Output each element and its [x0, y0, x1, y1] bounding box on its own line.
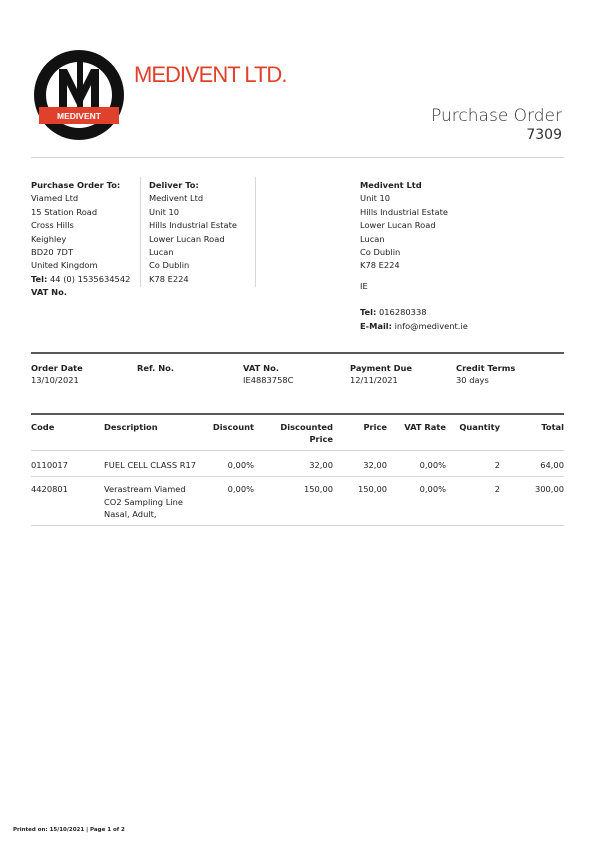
address-divider — [140, 177, 141, 287]
row-discount: 0,00% — [227, 460, 254, 470]
row-total: 300,00 — [534, 484, 564, 494]
col-header-total: Total — [541, 422, 564, 432]
col-header-discount: Discount — [212, 422, 254, 432]
col-header-discounted-price-line1: Discounted — [280, 422, 333, 432]
vat-no-value: IE4883758C — [243, 375, 294, 385]
row-description — [104, 483, 186, 521]
po-to-line: Cross Hills — [31, 220, 74, 231]
page-footer: Printed on: 15/10/2021 | Page 1 of 2 — [13, 827, 125, 833]
row-discounted-price: 32,00 — [309, 460, 333, 470]
company-tel-value: 016280338 — [379, 307, 427, 318]
deliver-to-line: K78 E224 — [149, 273, 189, 284]
col-header-discounted-price — [270, 421, 333, 445]
company-email — [360, 320, 468, 333]
company-logo — [33, 49, 125, 141]
address-divider — [255, 177, 256, 287]
brand-name: MEDIVENT LTD. — [134, 62, 287, 87]
purchase-order-to-block — [31, 179, 130, 300]
row-description: FUEL CELL CLASS R17 — [104, 460, 197, 470]
company-line: Lucan — [360, 233, 385, 244]
row-description-line: Nasal, Adult, — [104, 509, 157, 520]
order-date-value: 13/10/2021 — [31, 375, 79, 385]
row-quantity: 2 — [494, 484, 500, 494]
po-to-line: BD20 7DT — [31, 247, 74, 258]
company-line: Co Dublin — [360, 247, 401, 258]
order-date-label: Order Date — [31, 363, 83, 373]
po-to-tel-label: Tel: — [31, 273, 48, 284]
row-discounted-price: 150,00 — [303, 484, 333, 494]
deliver-to-line: Lower Lucan Road — [149, 233, 225, 244]
deliver-to-line: Co Dublin — [149, 260, 190, 271]
company-tel — [360, 306, 468, 319]
po-to-line: United Kingdom — [31, 260, 98, 271]
purchase-order-to-heading: Purchase Order To: — [31, 180, 121, 190]
credit-terms-value: 30 days — [456, 375, 489, 385]
items-header-divider — [31, 450, 564, 451]
company-line: Unit 10 — [360, 193, 391, 204]
row-quantity: 2 — [494, 460, 500, 470]
po-to-tel — [31, 273, 130, 286]
company-line: Hills Industrial Estate — [360, 206, 448, 217]
row-discount: 0,00% — [227, 484, 254, 494]
row-description-line: Verastream Viamed — [104, 484, 186, 494]
company-address-block — [360, 179, 468, 333]
deliver-to-line: Lucan — [149, 247, 174, 258]
credit-terms-label: Credit Terms — [456, 363, 516, 373]
row-total: 64,00 — [540, 460, 564, 470]
po-to-vat-label: VAT No. — [31, 287, 67, 298]
po-to-tel-value: 44 (0) 1535634542 — [50, 273, 131, 284]
ref-no-col — [137, 362, 174, 374]
ref-no-label: Ref. No. — [137, 363, 175, 373]
row-vat-rate: 0,00% — [419, 484, 446, 494]
row-code: 0110017 — [31, 460, 68, 470]
logo-badge-text: MEDIVENT — [57, 111, 101, 121]
col-header-code: Code — [31, 422, 55, 432]
header-divider — [31, 157, 564, 158]
row-price: 150,00 — [357, 484, 387, 494]
vat-no-label: VAT No. — [243, 363, 279, 373]
deliver-to-line: Hills Industrial Estate — [149, 220, 237, 231]
col-header-discounted-price-line2: Price — [309, 434, 333, 444]
deliver-to-heading: Deliver To: — [149, 180, 199, 190]
payment-due-col — [350, 362, 412, 386]
vat-no-col — [243, 362, 293, 386]
payment-due-label: Payment Due — [350, 363, 413, 373]
po-to-line: 15 Station Road — [31, 206, 98, 217]
company-email-label: E-Mail: — [360, 320, 392, 331]
order-date-col — [31, 362, 83, 386]
meta-divider — [31, 352, 564, 354]
deliver-to-block — [149, 179, 237, 286]
row-price: 32,00 — [363, 460, 387, 470]
col-header-quantity: Quantity — [459, 422, 500, 432]
document-number: 7309 — [526, 127, 562, 143]
company-tel-label: Tel: — [360, 307, 377, 318]
company-line: Lower Lucan Road — [360, 220, 436, 231]
row-code: 4420801 — [31, 484, 68, 494]
deliver-to-line: Unit 10 — [149, 206, 180, 217]
credit-terms-col — [456, 362, 515, 386]
col-header-price: Price — [363, 422, 387, 432]
po-to-line: Keighley — [31, 233, 67, 244]
deliver-to-line: Medivent Ltd — [149, 193, 204, 204]
company-line: K78 E224 — [360, 260, 400, 271]
row-divider — [31, 476, 564, 477]
document-title: Purchase Order — [431, 106, 562, 126]
po-to-line: Viamed Ltd — [31, 193, 79, 204]
col-header-description: Description — [104, 422, 158, 432]
row-vat-rate: 0,00% — [419, 460, 446, 470]
row-description-line: CO2 Sampling Line — [104, 496, 184, 507]
payment-due-value: 12/11/2021 — [350, 375, 398, 385]
company-email-value[interactable]: info@medivent.ie — [394, 320, 468, 331]
col-header-vat-rate: VAT Rate — [404, 422, 446, 432]
items-top-divider — [31, 413, 564, 415]
row-divider — [31, 525, 564, 526]
company-heading: Medivent Ltd — [360, 180, 422, 190]
company-country: IE — [360, 280, 368, 291]
